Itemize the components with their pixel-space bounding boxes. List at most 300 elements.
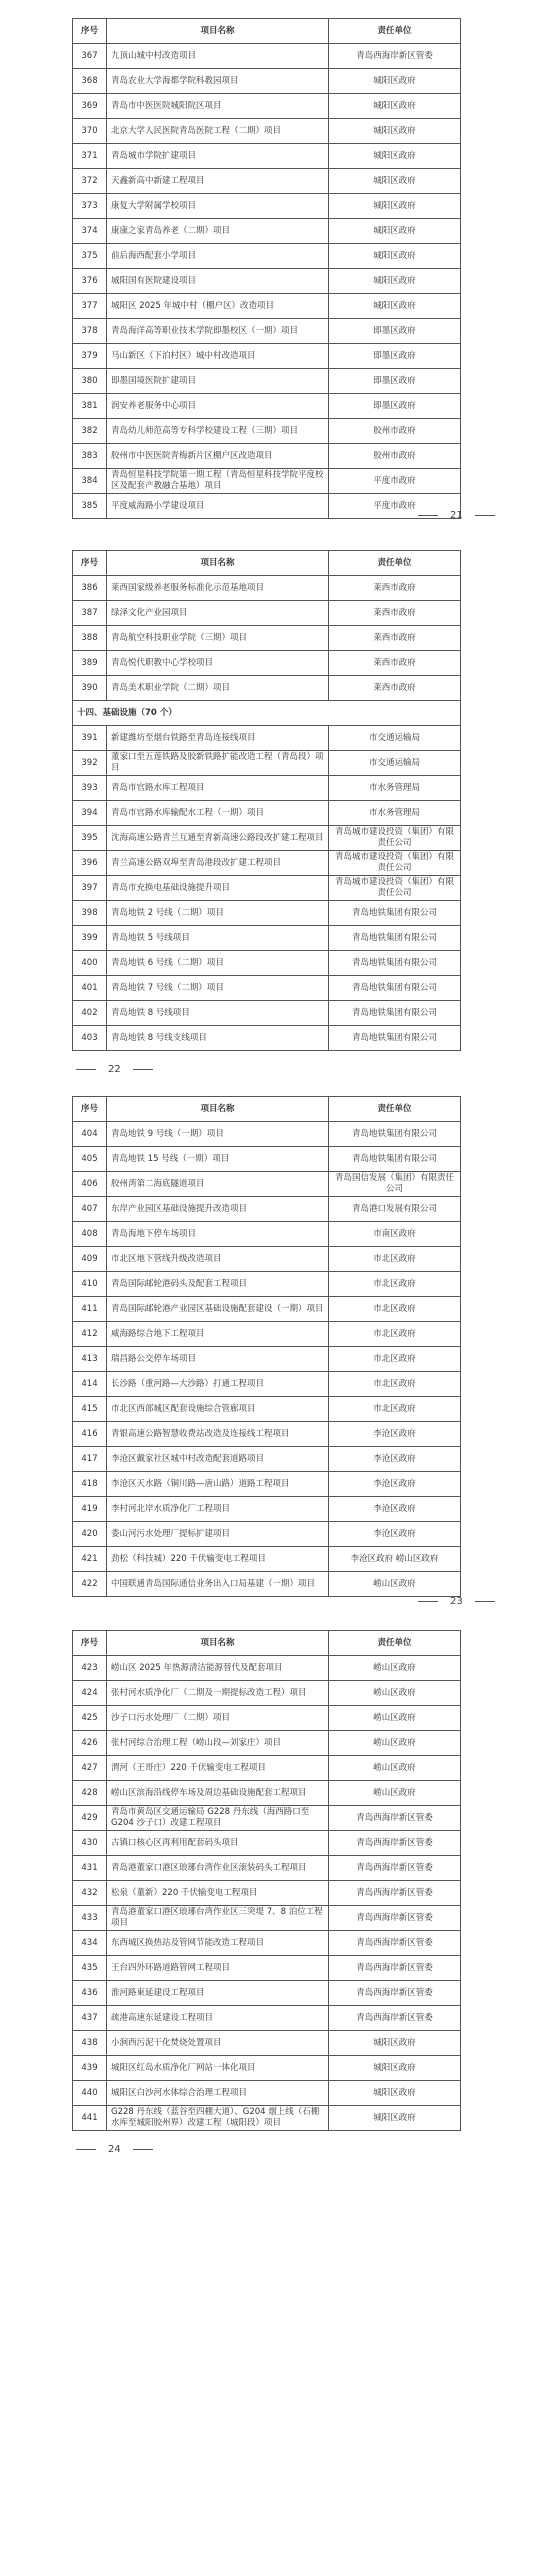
cell-no: 399: [73, 926, 107, 951]
cell-project-name: 淮河路東延建设工程项目: [107, 1981, 329, 2006]
cell-project-name: 张村河综合治理工程（崂山段—刘家庄）项目: [107, 1731, 329, 1756]
table-row: [73, 1881, 461, 1906]
table-row: [73, 444, 461, 469]
cell-project-name: 青岛农业大学海都学院科教园项目: [107, 69, 329, 94]
cell-responsible-unit: 即墨区政府: [329, 369, 461, 394]
cell-no: 390: [73, 676, 107, 701]
cell-responsible-unit: 青岛西海岸新区管委: [329, 44, 461, 69]
table-row: [73, 94, 461, 119]
cell-project-name: 劲松（科技城）220 千伏输变电工程项目: [107, 1547, 329, 1572]
table-row: [73, 169, 461, 194]
cell-project-name: 青岛地铁 2 号线（二期）项目: [107, 901, 329, 926]
cell-responsible-unit: 青岛地铁集团有限公司: [329, 1001, 461, 1026]
cell-no: 403: [73, 1026, 107, 1051]
table-row: [73, 144, 461, 169]
cell-no: 368: [73, 69, 107, 94]
cell-no: 437: [73, 2006, 107, 2031]
cell-project-name: 青岛市官路水库输配水工程（一期）项目: [107, 801, 329, 826]
header-no: 序号: [73, 551, 107, 576]
table-row: [73, 1122, 461, 1147]
cell-responsible-unit: 莱西市政府: [329, 651, 461, 676]
cell-responsible-unit: 青岛西海岸新区管委: [329, 1931, 461, 1956]
cell-responsible-unit: 青岛地铁集团有限公司: [329, 976, 461, 1001]
table-page-1: [72, 18, 461, 519]
header-name: 项目名称: [107, 19, 329, 44]
cell-no: 395: [73, 826, 107, 851]
cell-project-name: 青岛地铁 15 号线（一期）项目: [107, 1147, 329, 1172]
cell-no: 435: [73, 1956, 107, 1981]
cell-responsible-unit: 青岛西海岸新区管委: [329, 1981, 461, 2006]
cell-no: 376: [73, 269, 107, 294]
cell-no: 425: [73, 1706, 107, 1731]
cell-responsible-unit: 平度市政府: [329, 494, 461, 519]
table-row: [73, 1197, 461, 1222]
cell-project-name: 中国联通青岛国际通信业务出入口局基建（一期）项目: [107, 1572, 329, 1597]
cell-responsible-unit: 城阳区政府: [329, 294, 461, 319]
cell-no: 377: [73, 294, 107, 319]
cell-responsible-unit: 李沧区政府: [329, 1472, 461, 1497]
cell-responsible-unit: 市北区政府: [329, 1372, 461, 1397]
table-row: [73, 2056, 461, 2081]
cell-no: 417: [73, 1447, 107, 1472]
table-row: [73, 1656, 461, 1681]
cell-responsible-unit: 青岛西海岸新区管委: [329, 1831, 461, 1856]
cell-project-name: 青岛市充换电基础设施提升项目: [107, 876, 329, 901]
cell-no: 419: [73, 1497, 107, 1522]
cell-no: 427: [73, 1756, 107, 1781]
table-row: [73, 626, 461, 651]
cell-responsible-unit: 城阳区政府: [329, 94, 461, 119]
cell-no: 436: [73, 1981, 107, 2006]
cell-responsible-unit: 市水务管理局: [329, 801, 461, 826]
cell-project-name: 瑞昌路公交停车场项目: [107, 1347, 329, 1372]
cell-project-name: 前后海西配套小学项目: [107, 244, 329, 269]
cell-project-name: 渭河（王哥庄）220 千伏输变电工程项目: [107, 1756, 329, 1781]
cell-responsible-unit: 城阳区政府: [329, 2081, 461, 2106]
cell-responsible-unit: 青岛国信发展（集团）有限责任公司: [329, 1172, 461, 1197]
cell-responsible-unit: 青岛西海岸新区管委: [329, 2006, 461, 2031]
cell-no: 381: [73, 394, 107, 419]
table-page-4: [72, 1630, 461, 2131]
cell-no: 369: [73, 94, 107, 119]
cell-no: 434: [73, 1931, 107, 1956]
cell-no: 397: [73, 876, 107, 901]
table-row: [73, 926, 461, 951]
table-row: [73, 369, 461, 394]
cell-project-name: 青岛地铁 7 号线（二期）项目: [107, 976, 329, 1001]
cell-project-name: 青岛国际邮轮港码头及配套工程项目: [107, 1272, 329, 1297]
table-row: [73, 751, 461, 776]
cell-project-name: 青岛海地下停车场项目: [107, 1222, 329, 1247]
table-row: [73, 194, 461, 219]
cell-no: 424: [73, 1681, 107, 1706]
table-row: [73, 1447, 461, 1472]
cell-no: 386: [73, 576, 107, 601]
cell-project-name: 青岛地铁 8 号线支线项目: [107, 1026, 329, 1051]
cell-responsible-unit: 青岛地铁集团有限公司: [329, 1147, 461, 1172]
cell-responsible-unit: 城阳区政府: [329, 119, 461, 144]
cell-responsible-unit: 市北区政府: [329, 1347, 461, 1372]
table-row: [73, 319, 461, 344]
table-row: [73, 726, 461, 751]
cell-responsible-unit: 市北区政府: [329, 1322, 461, 1347]
cell-project-name: 青岛港董家口港区琅琊台湾作业区滚装码头工程项目: [107, 1856, 329, 1881]
table-row: [73, 1372, 461, 1397]
cell-no: 438: [73, 2031, 107, 2056]
table-row: [73, 244, 461, 269]
cell-responsible-unit: 青岛西海岸新区管委: [329, 1906, 461, 1931]
table-header-row: [73, 1097, 461, 1122]
cell-responsible-unit: 市交通运输局: [329, 751, 461, 776]
header-unit: 责任单位: [329, 1631, 461, 1656]
cell-responsible-unit: 市南区政府: [329, 1222, 461, 1247]
cell-project-name: 胶州湾第二海底隧道项目: [107, 1172, 329, 1197]
table-header-row: [73, 19, 461, 44]
cell-no: 415: [73, 1397, 107, 1422]
table-row: [73, 1172, 461, 1197]
cell-project-name: 平度威海路小学建设项目: [107, 494, 329, 519]
table-row: [73, 1397, 461, 1422]
table-row: [73, 344, 461, 369]
cell-project-name: 城阳国有医院建设项目: [107, 269, 329, 294]
cell-project-name: 崂山区 2025 年热源清洁能源替代及配套项目: [107, 1656, 329, 1681]
cell-no: 400: [73, 951, 107, 976]
table-row: [73, 269, 461, 294]
table-row: [73, 1222, 461, 1247]
cell-no: 418: [73, 1472, 107, 1497]
cell-responsible-unit: 李沧区政府 崂山区政府: [329, 1547, 461, 1572]
cell-project-name: 新建潍坊至烟台铁路至青岛连接线项目: [107, 726, 329, 751]
cell-project-name: 疏港高速东延建设工程项目: [107, 2006, 329, 2031]
cell-responsible-unit: 胶州市政府: [329, 444, 461, 469]
cell-no: 379: [73, 344, 107, 369]
cell-responsible-unit: 青岛地铁集团有限公司: [329, 1122, 461, 1147]
cell-responsible-unit: 市水务管理局: [329, 776, 461, 801]
cell-no: 396: [73, 851, 107, 876]
cell-no: 407: [73, 1197, 107, 1222]
table-row: [73, 1572, 461, 1597]
cell-no: 392: [73, 751, 107, 776]
cell-responsible-unit: 市北区政府: [329, 1297, 461, 1322]
table-page-2: [72, 550, 461, 1051]
table-row: [73, 1756, 461, 1781]
header-name: 项目名称: [107, 1097, 329, 1122]
cell-no: 402: [73, 1001, 107, 1026]
cell-no: 389: [73, 651, 107, 676]
table-row: [73, 2031, 461, 2056]
table-row: [73, 851, 461, 876]
table-row: [73, 1681, 461, 1706]
cell-no: 414: [73, 1372, 107, 1397]
table-row: [73, 801, 461, 826]
page-number: 21: [412, 510, 501, 521]
table-row: [73, 69, 461, 94]
cell-project-name: 青岛悦代职教中心学校项目: [107, 651, 329, 676]
cell-project-name: 李村河北岸水质净化厂工程项目: [107, 1497, 329, 1522]
cell-no: 378: [73, 319, 107, 344]
cell-responsible-unit: 即墨区政府: [329, 394, 461, 419]
cell-responsible-unit: 莱西市政府: [329, 676, 461, 701]
cell-responsible-unit: 青岛西海岸新区管委: [329, 1806, 461, 1831]
cell-responsible-unit: 崂山区政府: [329, 1656, 461, 1681]
cell-project-name: 莱西国家级养老服务标准化示范基地项目: [107, 576, 329, 601]
table-row: [73, 1347, 461, 1372]
cell-no: 428: [73, 1781, 107, 1806]
cell-no: 371: [73, 144, 107, 169]
table-row: [73, 1906, 461, 1931]
cell-project-name: 市北区地下管线升级改造项目: [107, 1247, 329, 1272]
page-number: 24: [70, 2144, 159, 2155]
cell-no: 393: [73, 776, 107, 801]
cell-project-name: 古镇口核心区再利用配套码头项目: [107, 1831, 329, 1856]
cell-project-name: 张村河水质净化厂（二期及一期提标改造工程）项目: [107, 1681, 329, 1706]
table-row: [73, 576, 461, 601]
cell-responsible-unit: 青岛地铁集团有限公司: [329, 951, 461, 976]
cell-responsible-unit: 市交通运输局: [329, 726, 461, 751]
cell-project-name: 马山新区（下泊村区）城中村改造项目: [107, 344, 329, 369]
cell-project-name: 东西城区换热站及管网节能改造工程项目: [107, 1931, 329, 1956]
cell-project-name: 松泉（董新）220 千伏输变电工程项目: [107, 1881, 329, 1906]
cell-responsible-unit: 崂山区政府: [329, 1781, 461, 1806]
cell-responsible-unit: 胶州市政府: [329, 419, 461, 444]
cell-no: 370: [73, 119, 107, 144]
cell-responsible-unit: 城阳区政府: [329, 2106, 461, 2131]
cell-responsible-unit: 城阳区政府: [329, 269, 461, 294]
cell-no: 422: [73, 1572, 107, 1597]
cell-no: 401: [73, 976, 107, 1001]
cell-project-name: 青银高速公路智慧收费站改造及连接线工程项目: [107, 1422, 329, 1447]
cell-no: 382: [73, 419, 107, 444]
table-row: [73, 1472, 461, 1497]
cell-responsible-unit: 青岛地铁集团有限公司: [329, 901, 461, 926]
cell-project-name: 城阳区红岛水质净化厂网站一体化项目: [107, 2056, 329, 2081]
table-row: [73, 1522, 461, 1547]
table-row: [73, 419, 461, 444]
cell-responsible-unit: 青岛港口发展有限公司: [329, 1197, 461, 1222]
cell-responsible-unit: 李沧区政府: [329, 1497, 461, 1522]
cell-project-name: 青岛市官路水库工程项目: [107, 776, 329, 801]
table-row: [73, 1706, 461, 1731]
header-name: 项目名称: [107, 1631, 329, 1656]
cell-responsible-unit: 青岛西海岸新区管委: [329, 1956, 461, 1981]
cell-responsible-unit: 莱西市政府: [329, 576, 461, 601]
header-name: 项目名称: [107, 551, 329, 576]
cell-project-name: 城阳区白沙河水体综合治理工程项目: [107, 2081, 329, 2106]
cell-no: 412: [73, 1322, 107, 1347]
cell-responsible-unit: 即墨区政府: [329, 344, 461, 369]
table-row: [73, 219, 461, 244]
table-row: [73, 1026, 461, 1051]
table-row: [73, 1497, 461, 1522]
cell-project-name: 王台四外环路道路管网工程项目: [107, 1956, 329, 1981]
table-row: [73, 1931, 461, 1956]
table-row: [73, 1831, 461, 1856]
cell-responsible-unit: 青岛西海岸新区管委: [329, 1881, 461, 1906]
cell-no: 409: [73, 1247, 107, 1272]
cell-project-name: 康康之家青岛养老（二期）项目: [107, 219, 329, 244]
cell-responsible-unit: 李沧区政府: [329, 1447, 461, 1472]
section-row: [73, 701, 461, 726]
table-row: [73, 1422, 461, 1447]
table-row: [73, 1547, 461, 1572]
table-row: [73, 1297, 461, 1322]
cell-responsible-unit: 城阳区政府: [329, 69, 461, 94]
table-row: [73, 469, 461, 494]
cell-project-name: 青岛航空科技职业学院（三期）项目: [107, 626, 329, 651]
cell-project-name: 李沧区戴家社区城中村改造配套道路项目: [107, 1447, 329, 1472]
cell-no: 408: [73, 1222, 107, 1247]
cell-project-name: 青岛地铁 6 号线（二期）项目: [107, 951, 329, 976]
cell-project-name: 城阳区 2025 年城中村（棚户区）改造项目: [107, 294, 329, 319]
cell-no: 391: [73, 726, 107, 751]
cell-no: 388: [73, 626, 107, 651]
cell-project-name: 青岛恒星科技学院第一期工程（青岛恒星科技学院平度校区及配套产教融合基地）项目: [107, 469, 329, 494]
cell-responsible-unit: 市北区政府: [329, 1247, 461, 1272]
cell-project-name: 小涧西污泥干化焚烧处置项目: [107, 2031, 329, 2056]
cell-project-name: 青岛地铁 5 号线项目: [107, 926, 329, 951]
cell-no: 404: [73, 1122, 107, 1147]
cell-no: 380: [73, 369, 107, 394]
cell-project-name: 青岛国际邮轮港产业园区基础设施配套建设（一期）项目: [107, 1297, 329, 1322]
cell-project-name: 威海路综合地下工程项目: [107, 1322, 329, 1347]
table-row: [73, 1981, 461, 2006]
cell-no: 431: [73, 1856, 107, 1881]
cell-no: 373: [73, 194, 107, 219]
cell-no: 439: [73, 2056, 107, 2081]
cell-project-name: 市北区西部城区配套设施综合管廊项目: [107, 1397, 329, 1422]
cell-no: 398: [73, 901, 107, 926]
table-row: [73, 119, 461, 144]
cell-responsible-unit: 平度市政府: [329, 469, 461, 494]
cell-responsible-unit: 青岛城市建设投资（集团）有限责任公司: [329, 826, 461, 851]
table-row: [73, 1322, 461, 1347]
table-row: [73, 1806, 461, 1831]
cell-project-name: 青岛地铁 8 号线项目: [107, 1001, 329, 1026]
cell-project-name: 青岛美术职业学院（二期）项目: [107, 676, 329, 701]
cell-project-name: 青岛海洋高等职业技术学院即墨校区（一期）项目: [107, 319, 329, 344]
cell-no: 411: [73, 1297, 107, 1322]
table-row: [73, 494, 461, 519]
cell-no: 374: [73, 219, 107, 244]
cell-no: 413: [73, 1347, 107, 1372]
header-unit: 责任单位: [329, 1097, 461, 1122]
table-row: [73, 1001, 461, 1026]
cell-project-name: 李沧区天水路（铜川路—唐山路）道路工程项目: [107, 1472, 329, 1497]
cell-project-name: 沈海高速公路青兰互通至青新高速公路段改扩建工程项目: [107, 826, 329, 851]
cell-project-name: 青兰高速公路双埠至青岛港段改扩建工程项目: [107, 851, 329, 876]
cell-no: 367: [73, 44, 107, 69]
cell-no: 385: [73, 494, 107, 519]
cell-responsible-unit: 城阳区政府: [329, 194, 461, 219]
cell-no: 372: [73, 169, 107, 194]
cell-responsible-unit: 城阳区政府: [329, 169, 461, 194]
table-row: [73, 2081, 461, 2106]
cell-project-name: 九顶山城中村改造项目: [107, 44, 329, 69]
cell-project-name: 康复大学附属学校项目: [107, 194, 329, 219]
cell-no: 426: [73, 1731, 107, 1756]
table-row: [73, 601, 461, 626]
page-number: 22: [70, 1064, 159, 1075]
cell-responsible-unit: 崂山区政府: [329, 1706, 461, 1731]
cell-responsible-unit: 崂山区政府: [329, 1681, 461, 1706]
table-row: [73, 1856, 461, 1881]
cell-responsible-unit: 崂山区政府: [329, 1731, 461, 1756]
cell-project-name: 青岛城市学院扩建项目: [107, 144, 329, 169]
table-row: [73, 1272, 461, 1297]
cell-no: 440: [73, 2081, 107, 2106]
cell-no: 421: [73, 1547, 107, 1572]
cell-no: 433: [73, 1906, 107, 1931]
cell-no: 384: [73, 469, 107, 494]
cell-project-name: 董家口至五莲铁路及胶新铁路扩能改造工程（青岛段）项目: [107, 751, 329, 776]
table-row: [73, 2106, 461, 2131]
cell-project-name: 北京大学人民医院青岛医院工程（二期）项目: [107, 119, 329, 144]
cell-project-name: 即墨国境医院扩建项目: [107, 369, 329, 394]
cell-responsible-unit: 城阳区政府: [329, 2056, 461, 2081]
cell-responsible-unit: 即墨区政府: [329, 319, 461, 344]
cell-responsible-unit: 城阳区政府: [329, 219, 461, 244]
table-row: [73, 651, 461, 676]
cell-project-name: 青岛港董家口港区琅琊台湾作业区三突堤 7、8 泊位工程项目: [107, 1906, 329, 1931]
cell-no: 375: [73, 244, 107, 269]
cell-project-name: 青岛幼儿师范高等专科学校建设工程（三期）项目: [107, 419, 329, 444]
cell-project-name: 东岸产业园区基础设施提升改造项目: [107, 1197, 329, 1222]
cell-responsible-unit: 青岛城市建设投资（集团）有限责任公司: [329, 851, 461, 876]
cell-no: 387: [73, 601, 107, 626]
table-row: [73, 1247, 461, 1272]
table-row: [73, 394, 461, 419]
page-number: 23: [412, 1596, 501, 1607]
table-row: [73, 826, 461, 851]
header-no: 序号: [73, 1631, 107, 1656]
header-unit: 责任单位: [329, 551, 461, 576]
cell-responsible-unit: 城阳区政府: [329, 144, 461, 169]
cell-project-name: 润安养老服务中心项目: [107, 394, 329, 419]
cell-responsible-unit: 青岛西海岸新区管委: [329, 1856, 461, 1881]
cell-no: 394: [73, 801, 107, 826]
cell-no: 441: [73, 2106, 107, 2131]
cell-project-name: 青岛地铁 9 号线（一期）项目: [107, 1122, 329, 1147]
table-row: [73, 976, 461, 1001]
header-no: 序号: [73, 1097, 107, 1122]
cell-project-name: 崂山区滨海沿线停车场及周边基础设施配套工程项目: [107, 1781, 329, 1806]
table-header-row: [73, 1631, 461, 1656]
table-row: [73, 1731, 461, 1756]
table-row: [73, 876, 461, 901]
cell-project-name: 天鑫新高中新建工程项目: [107, 169, 329, 194]
cell-responsible-unit: 崂山区政府: [329, 1572, 461, 1597]
header-unit: 责任单位: [329, 19, 461, 44]
cell-no: 432: [73, 1881, 107, 1906]
cell-responsible-unit: 市北区政府: [329, 1272, 461, 1297]
cell-responsible-unit: 莱西市政府: [329, 601, 461, 626]
table-row: [73, 776, 461, 801]
cell-project-name: 绿泽文化产业园项目: [107, 601, 329, 626]
table-row: [73, 1147, 461, 1172]
cell-no: 406: [73, 1172, 107, 1197]
cell-project-name: G228 丹东线（蓝谷至四棚大道）、G204 烟上线（石棚水库至城阳胶州界）改建工程（城阳段）项目: [107, 2106, 329, 2131]
cell-responsible-unit: 城阳区政府: [329, 244, 461, 269]
cell-no: 420: [73, 1522, 107, 1547]
cell-responsible-unit: 城阳区政府: [329, 2031, 461, 2056]
cell-responsible-unit: 莱西市政府: [329, 626, 461, 651]
table-row: [73, 294, 461, 319]
table-row: [73, 44, 461, 69]
cell-no: 405: [73, 1147, 107, 1172]
cell-project-name: 长沙路（重河路—大沙路）打通工程项目: [107, 1372, 329, 1397]
cell-no: 423: [73, 1656, 107, 1681]
table-page-3: [72, 1096, 461, 1597]
